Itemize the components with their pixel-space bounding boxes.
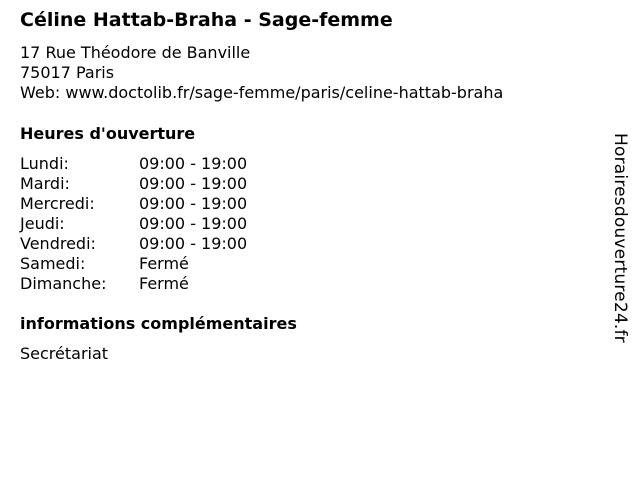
time-value: 09:00 - 19:00 xyxy=(139,214,248,233)
hours-row-monday xyxy=(20,154,247,174)
website-link[interactable]: Web: www.doctolib.fr/sage-femme/paris/celine-hattab-braha xyxy=(20,83,504,102)
day-label: Vendredi: xyxy=(20,234,96,253)
hours-row-saturday xyxy=(20,254,247,274)
hours-row-thursday xyxy=(20,214,247,234)
day-label: Samedi: xyxy=(20,254,86,273)
opening-hours-heading: Heures d'ouverture xyxy=(20,124,196,143)
day-label: Lundi: xyxy=(20,154,69,173)
time-value: 09:00 - 19:00 xyxy=(139,174,248,193)
time-value: 09:00 - 19:00 xyxy=(139,234,248,253)
hours-row-wednesday xyxy=(20,194,247,214)
address-street: 17 Rue Théodore de Banville xyxy=(20,43,251,62)
page-title: Céline Hattab-Braha - Sage-femme xyxy=(20,9,393,31)
time-value: Fermé xyxy=(139,254,189,273)
site-brand-watermark: Horairesdouverture24.fr xyxy=(610,133,630,343)
hours-row-tuesday xyxy=(20,174,247,194)
opening-hours-table xyxy=(20,154,247,294)
additional-info-heading: informations complémentaires xyxy=(20,314,297,333)
day-label: Jeudi: xyxy=(20,214,65,233)
hours-row-sunday xyxy=(20,274,247,294)
day-label: Mardi: xyxy=(20,174,70,193)
time-value: 09:00 - 19:00 xyxy=(139,154,248,173)
day-label: Dimanche: xyxy=(20,274,107,293)
address-city: 75017 Paris xyxy=(20,63,115,82)
time-value: 09:00 - 19:00 xyxy=(139,194,248,213)
time-value: Fermé xyxy=(139,274,189,293)
hours-row-friday xyxy=(20,234,247,254)
additional-info-text: Secrétariat xyxy=(20,344,109,363)
address-block xyxy=(20,43,503,103)
day-label: Mercredi: xyxy=(20,194,95,213)
